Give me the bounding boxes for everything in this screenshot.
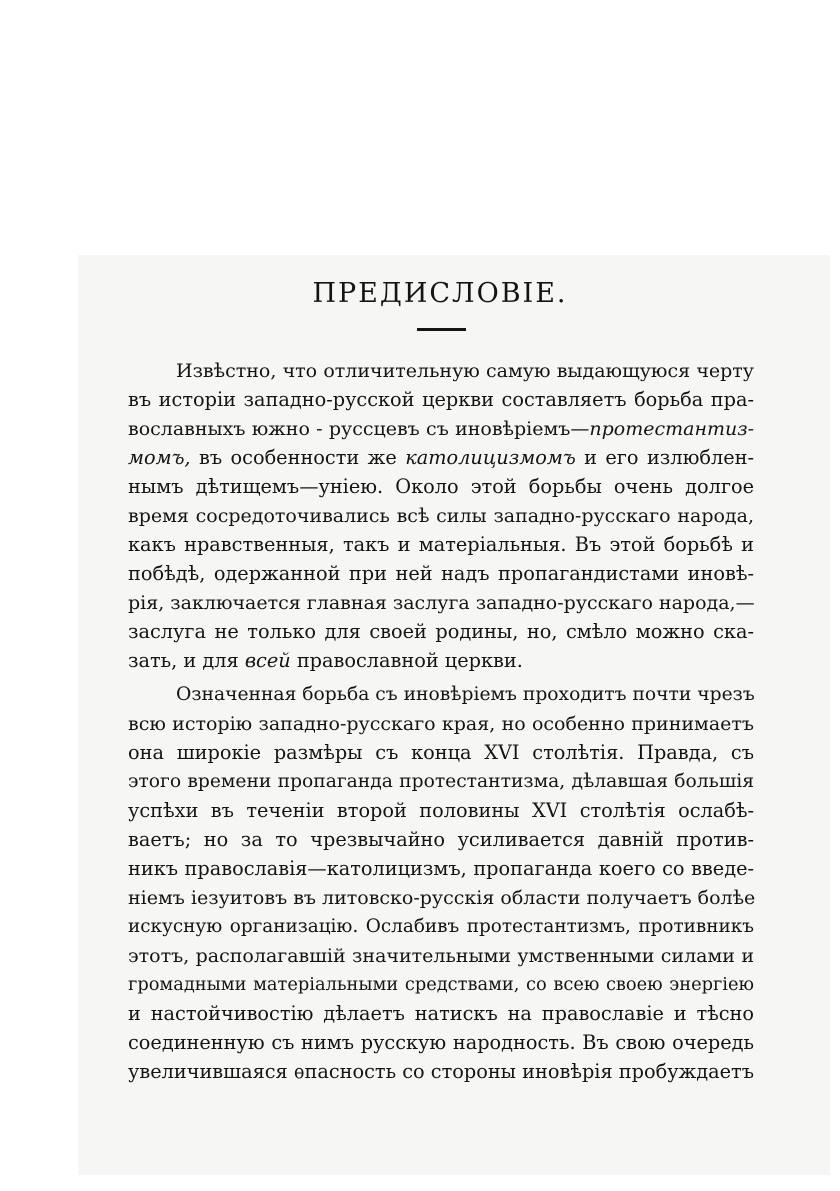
text-line: никъ православія—католицизмъ, пропаганда коего со введе- — [128, 857, 754, 880]
text-line: какъ нравственныя, такъ и матеріальныя. Въ этой борьбѣ и — [128, 533, 754, 556]
text-line: увеличившаяся ѳпасность со стороны иновѣрія пробуждаетъ — [128, 1060, 754, 1083]
text-span: въ особенности же — [190, 446, 406, 469]
text-line: время сосредоточивались всѣ силы западно-русскаго народа, — [128, 505, 754, 527]
italic-span: всей — [244, 649, 291, 672]
text-line: соединенную съ нимъ русскую народность. Въ свою очередь — [128, 1031, 754, 1054]
text-span: и его излюблен- — [575, 446, 754, 469]
text-span: православной церкви. — [290, 649, 523, 672]
text-line: побѣдѣ, одержанной при ней надъ пропагандистами иновѣ- — [128, 562, 754, 585]
italic-span: католицизмомъ — [405, 446, 576, 469]
text-line: заслуга не только для своей родины, но, смѣло можно ска- — [128, 620, 754, 643]
page-title: ПРЕДИСЛОВІЕ. — [312, 278, 568, 309]
text-line: Извѣстно, что отличительную самую выдающуюся черту — [176, 360, 754, 382]
text-span: зать, и для — [128, 649, 245, 672]
text-line: рія, заключается главная заслуга западно-русскаго народа,— — [128, 592, 755, 614]
italic-span: протестантиз- — [589, 418, 754, 440]
text-line: въ исторіи западно-русской церкви составляетъ борьба пра- — [128, 388, 754, 411]
text-line: этотъ, располагавшій значительными умственными силами и — [128, 945, 754, 967]
text-line: искусную организацію. Ослабивъ протестантизмъ, противникъ — [128, 916, 754, 937]
text-line: Означенная борьба съ иновѣріемъ проходитъ почти чрезъ — [176, 684, 755, 705]
text-line: успѣхи въ теченіи второй половины XVI столѣтія ослабѣ- — [128, 799, 754, 822]
text-line: громадными матеріальными средствами, со всею своею энергіею — [128, 974, 754, 995]
text-line — [128, 416, 754, 442]
text-line: этого времени пропаганда протестантизма, дѣлавшая большія — [128, 771, 754, 792]
text-line — [128, 648, 754, 674]
text-span: вославныхъ южно - руссцевъ съ иновѣріемъ— — [128, 418, 590, 440]
italic-span: момъ, — [128, 446, 191, 469]
title-rule — [417, 328, 466, 331]
text-line: ваетъ; но за то чрезвычайно усиливается давній против- — [128, 828, 754, 851]
text-line: она широкіе размѣры съ конца XVI столѣтія. Правда, съ — [128, 741, 754, 764]
text-line: всю исторію западно-русскаго края, но особенно принимаетъ — [128, 713, 754, 735]
text-line: нымъ дѣтищемъ—уніею. Около этой борьбы очень долгое — [128, 475, 754, 498]
text-line: и настойчивостію дѣлаетъ натискъ на православіе и тѣсно — [128, 1002, 754, 1025]
text-line — [128, 445, 754, 471]
text-line: ніемъ іезуитовъ въ литовско-русскія области получаетъ болѣе — [128, 887, 756, 909]
